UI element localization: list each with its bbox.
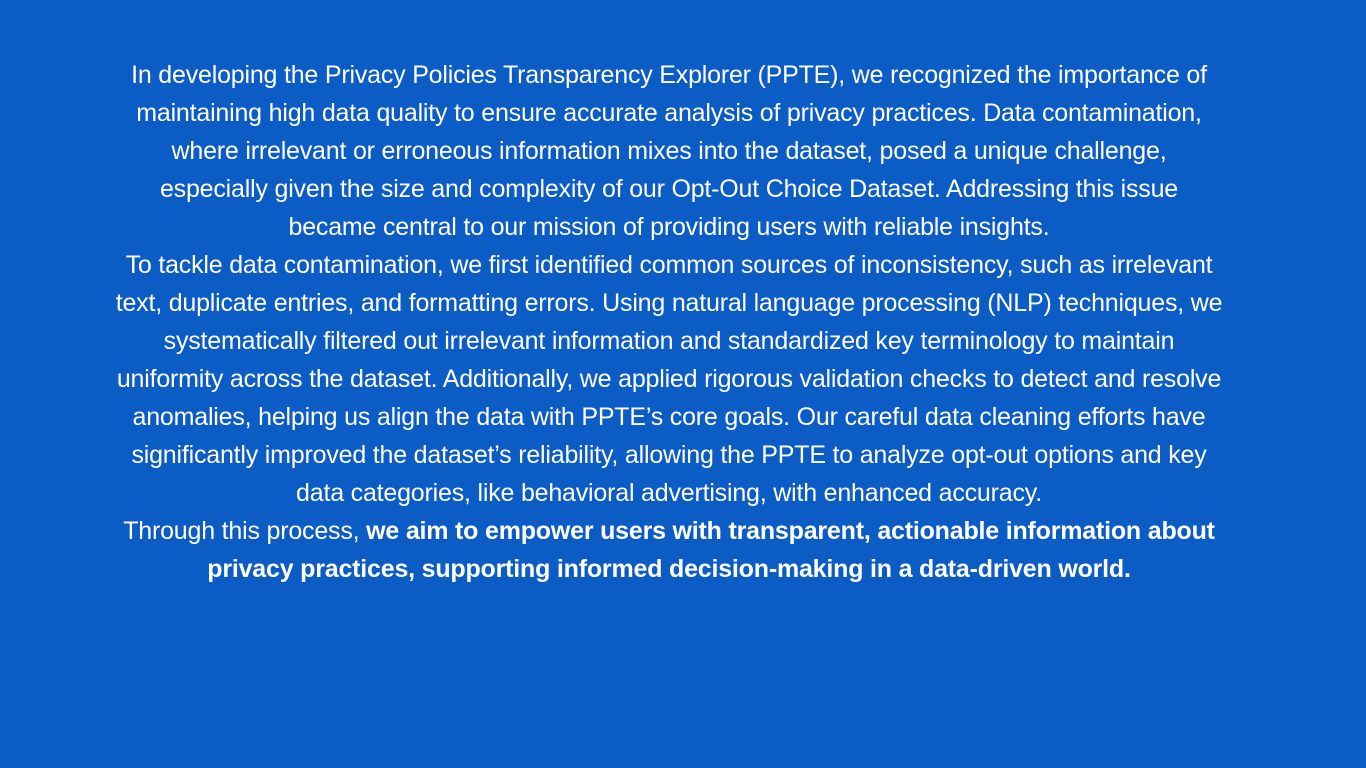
conclusion-emphasis: we aim to empower users with transparent, actionable information about privacy practices, supporting informed decision-making in a data-driven world. [207, 517, 1215, 583]
paragraph-conclusion [115, 512, 1223, 588]
paragraph-intro: In developing the Privacy Policies Transparency Explorer (PPTE), we recognized the importance of maintaining high data quality to ensure accurate analysis of privacy practices. Data contamination, where irrelevant or erroneous information mixes into the dataset, posed a unique challenge, especially given the size and complexity of our Opt-Out Choice Dataset. Addressing this issue became central to our mission of providing users with reliable insights. [131, 61, 1207, 241]
text-block [115, 56, 1223, 588]
paragraph-method: To tackle data contamination, we first identified common sources of inconsistency, such as irrelevant text, duplicate entries, and formatting errors. Using natural language processing (NLP) techniques, we systematically filtered out irrelevant information and standardized key terminology to maintain uniformity across the dataset. Additionally, we applied rigorous validation checks to detect and resolve anomalies, helping us align the data with PPTE’s core goals. Our careful data cleaning efforts have significantly improved the dataset’s reliability, allowing the PPTE to analyze opt-out options and key data categories, like behavioral advertising, with enhanced accuracy. [115, 251, 1223, 507]
conclusion-lead: Through this process, [123, 517, 367, 545]
